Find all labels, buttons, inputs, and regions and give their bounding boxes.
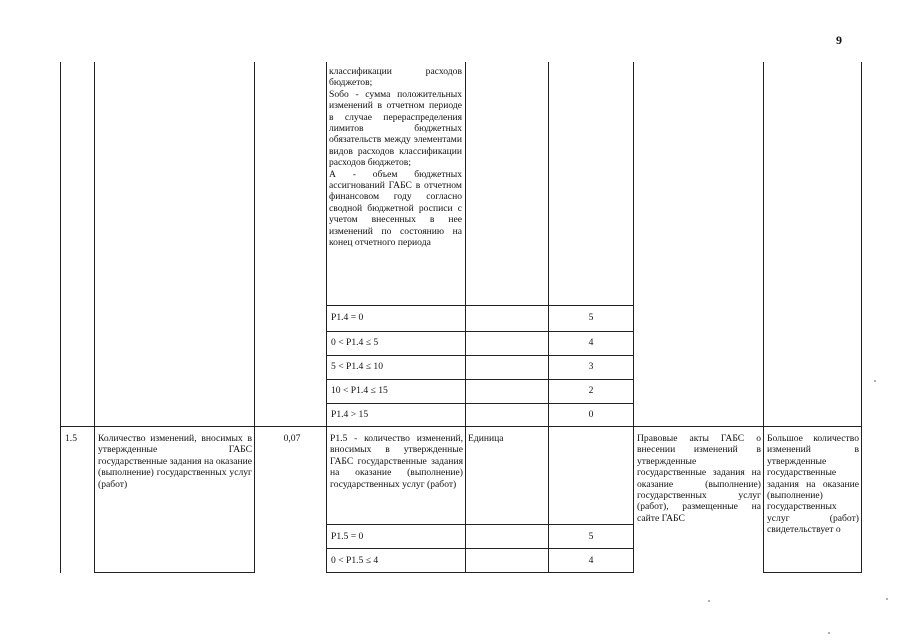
column-divider-2 xyxy=(254,62,255,573)
row-number: 1.5 xyxy=(65,433,77,444)
table-border-left xyxy=(60,62,61,573)
criteria-row-divider xyxy=(326,403,633,404)
criterion-score: 4 xyxy=(588,337,594,348)
table-bottom-partial xyxy=(326,572,633,573)
column-divider-1 xyxy=(94,62,95,573)
criterion-condition: P1.4 = 0 xyxy=(331,312,364,323)
row-separator xyxy=(60,426,861,427)
column-divider-7 xyxy=(763,62,764,573)
indicator-formula: P1.5 - количество изменений, вносимых в утвержденные ГАБС государственные задания на оказание (выполнение) государственных услуг (работ) xyxy=(330,433,463,490)
criterion-condition: 5 < P1.4 ≤ 10 xyxy=(331,361,383,372)
criterion-condition: P1.5 = 0 xyxy=(331,531,364,542)
scan-speck xyxy=(874,380,876,382)
criterion-score: 5 xyxy=(588,312,594,323)
column-divider-6 xyxy=(633,62,634,573)
criterion-score: 0 xyxy=(588,409,594,420)
indicator-description: классификации расходов бюджетов; Sобо - сумма положительных изменений в отчетном периоде в случае перераспределения лимитов бюджетных обязательств между элементами видов расходов классификации расходов бюджетов; А - объем бюджетных ассигнований ГАБС в отчетном финансовом году согласно сводной бюджетной росписи с учетом внесенных в нее изменений по состоянию на конец отчетного периода xyxy=(329,66,462,249)
criterion-score: 2 xyxy=(588,385,594,396)
column-divider-3 xyxy=(326,62,327,573)
criterion-score: 3 xyxy=(588,361,594,372)
scan-speck xyxy=(708,600,710,602)
criteria-row-divider xyxy=(326,548,633,549)
criterion-condition: P1.4 > 15 xyxy=(331,409,369,420)
criteria-row-divider xyxy=(326,524,633,525)
criterion-score: 5 xyxy=(588,531,594,542)
criterion-condition: 0 < P1.4 ≤ 5 xyxy=(331,337,379,348)
table-border-right xyxy=(861,62,862,573)
unit-of-measure: Единица xyxy=(468,433,504,444)
criteria-row-divider xyxy=(326,355,633,356)
indicator-name: Количество изменений, вносимых в утвержденные ГАБС государственные задания на оказание (выполнение) государственных услуг (работ) xyxy=(98,433,252,490)
criterion-score: 4 xyxy=(588,555,594,566)
criteria-row-divider xyxy=(326,331,633,332)
indicator-weight: 0,07 xyxy=(283,433,301,444)
criteria-row-divider xyxy=(326,379,633,380)
criteria-row-divider xyxy=(326,305,633,306)
scan-speck xyxy=(886,598,888,600)
table-bottom-partial xyxy=(763,572,861,573)
page-number: 9 xyxy=(836,33,842,47)
column-divider-4 xyxy=(465,62,466,573)
criterion-condition: 10 < P1.4 ≤ 15 xyxy=(331,385,388,396)
table-bottom-partial xyxy=(94,572,254,573)
scan-speck xyxy=(828,632,830,634)
criterion-condition: 0 < P1.5 ≤ 4 xyxy=(331,555,379,566)
indicator-comment: Большое количество изменений в утвержденные государственные задания на оказание (выполнение) государственных услуг (работ) свидетельствует о xyxy=(767,433,859,536)
data-source: Правовые акты ГАБС о внесении изменений в утвержденные государственные задания на оказание (выполнение) государственных услуг (работ), размещенные на сайте ГАБС xyxy=(637,433,761,524)
